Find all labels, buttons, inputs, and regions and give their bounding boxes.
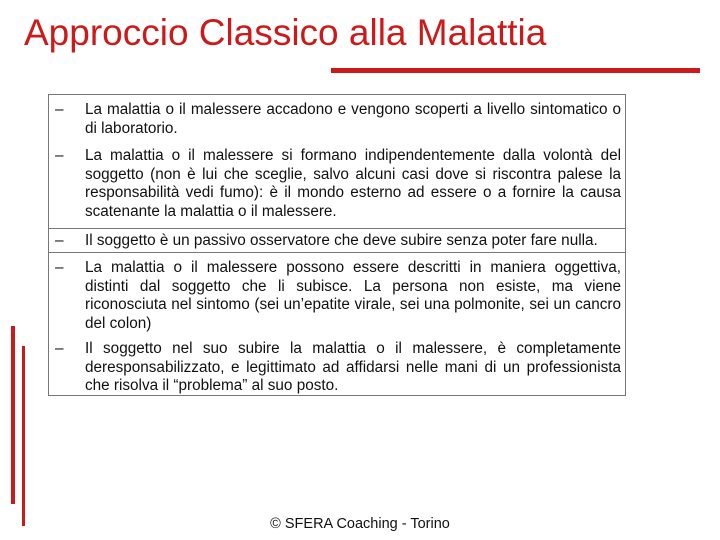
decorative-side-bar [11, 326, 15, 504]
bullet-item [55, 232, 621, 251]
footer-copyright: © SFERA Coaching - Torino [270, 516, 450, 532]
decorative-side-bar [22, 346, 25, 526]
bullet-text: La malattia o il malessere accadono e vengono scoperti a livello sintomatico o di laboratorio. [85, 101, 621, 137]
bullet-dash: – [55, 147, 64, 164]
content-box [48, 94, 626, 396]
bullet-text: Il soggetto è un passivo osservatore che deve subire senza poter fare nulla. [85, 232, 598, 249]
bullet-item [55, 340, 621, 396]
slide-title: Approccio Classico alla Malattia [24, 12, 547, 53]
bullet-item [55, 259, 621, 333]
bullet-text: Il soggetto nel suo subire la malattia o il malessere, è completamente deresponsabilizzato, e legittimato ad affidarsi nelle mani di un professionista che risolva il “problema” al suo posto. [85, 340, 621, 394]
bullet-item [55, 147, 621, 221]
bullet-dash: – [55, 340, 64, 357]
title-underline-rule [331, 68, 700, 73]
bullet-item [55, 101, 621, 138]
bullet-text: La malattia o il malessere possono essere descritti in maniera oggettiva, distinti dal soggetto che li subisce. La persona non esiste, ma viene riconosciuta nel sintomo (sei un’epatite virale, sei una polmonite, sei un cancro del colon) [85, 259, 621, 332]
content-section [49, 95, 625, 229]
content-section [49, 253, 625, 395]
content-section [49, 229, 625, 253]
bullet-text: La malattia o il malessere si formano indipendentemente dalla volontà del soggetto (non è lui che sceglie, salvo alcuni casi dove si riscontra palese la responsabilità vedi fumo): è il mondo esterno ad essere o a fornire la causa scatenante la malattia o il malessere. [85, 147, 621, 220]
bullet-dash: – [55, 232, 64, 249]
bullet-dash: – [55, 259, 64, 276]
bullet-dash: – [55, 101, 64, 118]
